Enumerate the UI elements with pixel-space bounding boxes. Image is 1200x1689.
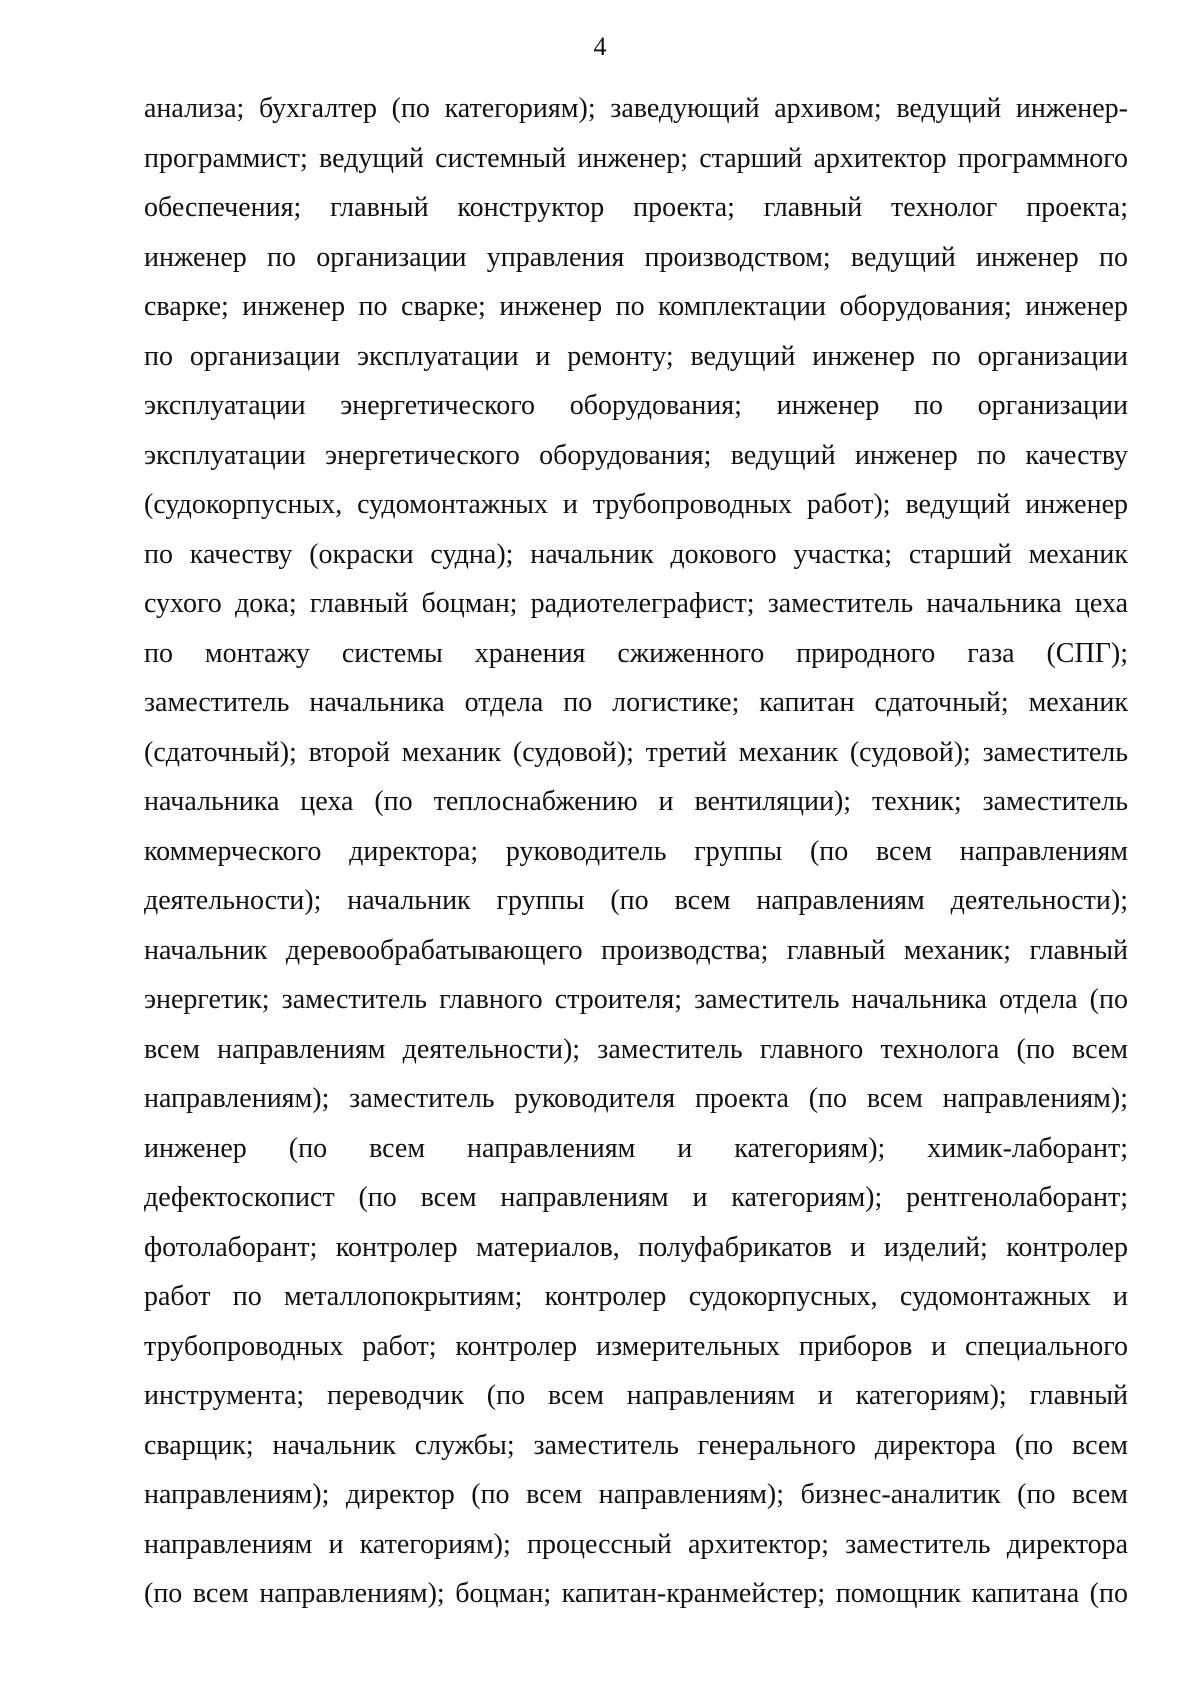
text-line: (сдаточный); второй механик (судовой); третий механик (судовой); заместитель: [144, 736, 1128, 768]
text-line: по организации эксплуатации и ремонту; ведущий инженер по организации: [144, 340, 1128, 372]
text-line: инструмента; переводчик (по всем направлениям и категориям); главный: [144, 1380, 1128, 1411]
text-line: сварщик; начальник службы; заместитель генерального директора (по всем: [144, 1429, 1128, 1461]
text-line: программист; ведущий системный инженер; старший архитектор программного: [144, 142, 1128, 174]
text-line: (судокорпусных, судомонтажных и трубопроводных работ); ведущий инженер: [144, 489, 1128, 520]
text-line: начальник деревообрабатывающего производства; главный механик; главный: [144, 934, 1128, 966]
text-line: (по всем направлениям); боцман; капитан-кранмейстер; помощник капитана (по: [144, 1578, 1128, 1609]
text-line: инженер (по всем направлениям и категориям); химик-лаборант;: [144, 1132, 1128, 1164]
text-line: энергетик; заместитель главного строителя; заместитель начальника отдела (по: [144, 984, 1128, 1015]
body-text: [144, 84, 1128, 1619]
text-line: фотолаборант; контролер материалов, полуфабрикатов и изделий; контролер: [144, 1231, 1128, 1263]
page-number: 4: [593, 32, 607, 61]
text-line: сварке; инженер по сварке; инженер по комплектации оборудования; инженер: [144, 291, 1128, 322]
text-line: всем направлениям деятельности); заместитель главного технолога (по всем: [144, 1033, 1128, 1065]
text-line: инженер по организации управления производством; ведущий инженер по: [144, 241, 1128, 273]
text-line: эксплуатации энергетического оборудования; инженер по организации: [144, 390, 1128, 421]
text-line: обеспечения; главный конструктор проекта; главный технолог проекта;: [144, 192, 1128, 223]
text-line: анализа; бухгалтер (по категориям); заведующий архивом; ведущий инженер-: [144, 93, 1128, 124]
text-line: по качеству (окраски судна); начальник докового участка; старший механик: [144, 538, 1128, 570]
text-line: начальника цеха (по теплоснабжению и вентиляции); техник; заместитель: [144, 786, 1128, 817]
text-line: направлениям); директор (по всем направлениям); бизнес-аналитик (по всем: [144, 1479, 1128, 1510]
text-line: дефектоскопист (по всем направлениям и категориям); рентгенолаборант;: [144, 1182, 1128, 1213]
text-line: заместитель начальника отдела по логистике; капитан сдаточный; механик: [144, 687, 1128, 718]
text-line: направлениям и категориям); процессный архитектор; заместитель директора: [144, 1528, 1128, 1560]
text-line: по монтажу системы хранения сжиженного природного газа (СПГ);: [144, 637, 1128, 669]
text-line: деятельности); начальник группы (по всем направлениям деятельности);: [144, 885, 1128, 916]
text-line: коммерческого директора; руководитель группы (по всем направлениям: [144, 835, 1128, 867]
text-line: трубопроводных работ; контролер измерительных приборов и специального: [144, 1330, 1128, 1362]
text-line: эксплуатации энергетического оборудования; ведущий инженер по качеству: [144, 439, 1128, 471]
text-line: работ по металлопокрытиям; контролер судокорпусных, судомонтажных и: [144, 1281, 1128, 1312]
text-line: направлениям); заместитель руководителя проекта (по всем направлениям);: [144, 1083, 1128, 1114]
text-line: сухого дока; главный боцман; радиотелеграфист; заместитель начальника цеха: [144, 588, 1128, 619]
